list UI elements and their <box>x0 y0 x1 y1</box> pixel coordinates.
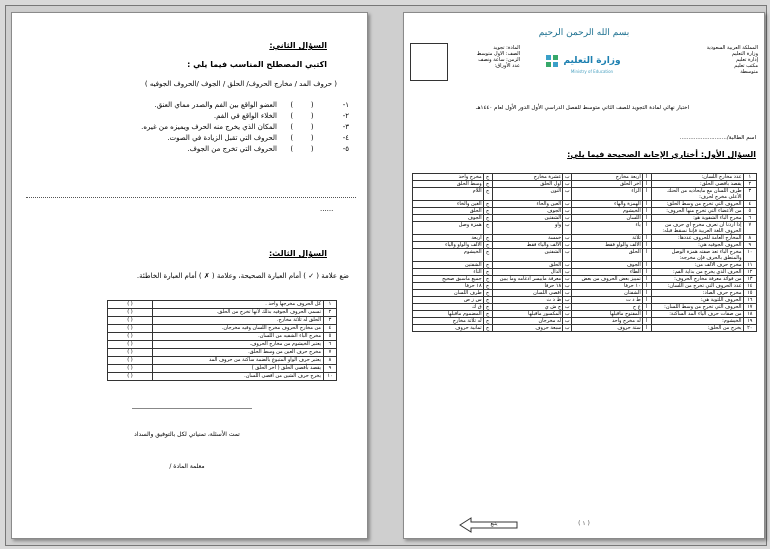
option-c[interactable]: الخيشوم <box>413 249 484 262</box>
option-a[interactable]: الهمزة والهاء <box>572 201 643 208</box>
option-a[interactable]: له مخرج واحد <box>572 318 643 325</box>
answer-blank[interactable]: ( ) <box>290 134 314 142</box>
option-b[interactable]: واو <box>492 222 563 235</box>
option-label: أ <box>642 262 651 269</box>
question-number: ١٩ <box>743 318 756 325</box>
option-a[interactable]: الخيشوم <box>572 208 643 215</box>
q1-table <box>412 173 757 332</box>
option-b[interactable]: ظ ذ ث <box>492 297 563 304</box>
option-label: أ <box>642 290 651 297</box>
logo-text: وزارة التعليم <box>563 56 621 66</box>
option-c[interactable]: اللام <box>413 188 484 201</box>
option-label: ب <box>563 242 572 249</box>
option-a[interactable]: الزاء <box>572 188 643 201</box>
option-label: ج <box>483 311 492 318</box>
question-text: مخرج حرف الألف من: <box>651 262 743 269</box>
table-row <box>413 325 757 332</box>
option-b[interactable]: عشرة مخارج <box>492 174 563 181</box>
question-text: الحروف التي تخرج من وسط الحلق: <box>651 201 743 208</box>
option-label: ب <box>563 311 572 318</box>
option-label: ج <box>483 262 492 269</box>
option-a[interactable]: ثلاثة <box>572 235 643 242</box>
table-row <box>413 235 757 242</box>
option-c[interactable]: جميع ماسبق صحيح <box>413 276 484 283</box>
question-number: ١٣ <box>743 276 756 283</box>
option-b[interactable]: أقصى اللسان <box>492 290 563 297</box>
option-label: ج <box>483 235 492 242</box>
q2-dots: ...... <box>320 205 334 213</box>
option-label: ب <box>563 262 572 269</box>
table-row: ١٠ يخرج حرف الشين من أقصى اللسان. ( ) <box>108 373 337 381</box>
option-b[interactable]: العين والحاء <box>492 201 563 208</box>
option-label: أ <box>642 249 651 262</box>
option-label: أ <box>642 235 651 242</box>
answer-cell[interactable]: ( ) <box>108 309 153 317</box>
table-row <box>413 208 757 215</box>
exam-page-1 <box>403 12 765 539</box>
option-b[interactable]: ج ش ي <box>492 304 563 311</box>
question-text: من فوائد معرفة مخارج الحروف: <box>651 276 743 283</box>
table-row <box>413 188 757 201</box>
answer-cell[interactable]: ( ) <box>108 349 153 357</box>
teacher-label: معلمة المادة / <box>169 463 205 470</box>
answer-cell[interactable]: ( ) <box>108 325 153 333</box>
question-number: ٥ <box>743 208 756 215</box>
answer-blank[interactable]: ( ) <box>290 123 314 131</box>
option-label: ج <box>483 222 492 235</box>
option-b[interactable]: الدال <box>492 269 563 276</box>
option-b[interactable]: النون <box>492 188 563 201</box>
option-label: أ <box>642 276 651 283</box>
question-text: يقصد بأقصى الحلق: <box>651 181 743 188</box>
table-row: ٢ تسمى الحروف الجوفيه بذلك لأنها تخرج من الحلق. ( ) <box>108 309 337 317</box>
answer-cell[interactable]: ( ) <box>108 333 153 341</box>
option-a[interactable]: ستة حروف <box>572 325 643 332</box>
question-text: مخرج حرف الصاد: <box>651 290 743 297</box>
table-row: ٤ من مخارج الحروف مخرج اللسان وفيه مخرجان. ( ) <box>108 325 337 333</box>
document-viewer <box>5 5 767 546</box>
question-number: ١٧ <box>743 304 756 311</box>
table-row <box>413 283 757 290</box>
student-name-line[interactable]: اسم الطالبة/........................... <box>679 135 756 141</box>
question-number: ١٥ <box>743 290 756 297</box>
answer-blank[interactable]: ( ) <box>290 145 314 153</box>
option-label: ج <box>483 201 492 208</box>
table-row: ٨ يعتبر حرف الواو المتبوع بالضمة ساكنة من حروف المد ( ) <box>108 357 337 365</box>
option-label: أ <box>642 325 651 332</box>
option-label: ج <box>483 188 492 201</box>
option-c[interactable]: المضموم ماقبلها <box>413 311 484 318</box>
question-text: مخرج الباء الشفوية هو: <box>651 215 743 222</box>
option-a[interactable]: تمييز بعض الحروف من بعض <box>572 276 643 283</box>
moe-logo <box>544 53 624 87</box>
option-label: أ <box>642 283 651 290</box>
option-label: ب <box>563 235 572 242</box>
table-row <box>413 181 757 188</box>
q2-item: ٢- ( ) الخلاء الواقع في الفم. <box>29 112 349 123</box>
option-label: ج <box>483 276 492 283</box>
option-c[interactable]: ق ك <box>413 304 484 311</box>
option-label: أ <box>642 269 651 276</box>
option-a[interactable]: ع ح <box>572 304 643 311</box>
option-c[interactable]: ثمانية حروف <box>413 325 484 332</box>
option-a[interactable]: ط د ت <box>572 297 643 304</box>
option-c[interactable]: همزة وصل <box>413 222 484 235</box>
option-label: ج <box>483 242 492 249</box>
q2-list <box>29 101 349 156</box>
table-row <box>413 174 757 181</box>
option-b[interactable]: أول الحلق <box>492 181 563 188</box>
option-label: ب <box>563 181 572 188</box>
answer-cell[interactable]: ( ) <box>108 373 153 381</box>
option-label: ج <box>483 215 492 222</box>
option-label: ب <box>563 269 572 276</box>
table-row <box>413 215 757 222</box>
option-label: أ <box>642 174 651 181</box>
option-b[interactable]: معرفة ماييسر ادغامه وما يبين <box>492 276 563 283</box>
question-number: ١٠ <box>743 249 756 262</box>
exam-page-2 <box>11 12 368 539</box>
option-label: أ <box>642 222 651 235</box>
option-label: ج <box>483 318 492 325</box>
option-b[interactable]: خمسة <box>492 235 563 242</box>
q2-instruction: اكتبي المصطلح المناسب فيما يلي : <box>187 60 327 69</box>
option-b[interactable]: ١٨ حرفاً <box>492 283 563 290</box>
header-left-block: المملكة العربية السعودية وزارة التعليم إدارة تعليم مكتب تعليم متوسطة <box>706 45 758 75</box>
option-label: أ <box>642 181 651 188</box>
option-label: ب <box>563 276 572 283</box>
q2-item: ١- ( ) العضو الواقع بين الفم والصدر مماي العنق. <box>29 101 349 112</box>
table-row <box>413 311 757 318</box>
option-label: ب <box>563 249 572 262</box>
option-label: أ <box>642 297 651 304</box>
answer-cell[interactable]: ( ) <box>108 301 153 309</box>
basmala: بسم الله الرحمن الرحيم <box>538 28 630 38</box>
option-label: ب <box>563 174 572 181</box>
q1-title: السؤال الأول: أختاري الإجابة الصحيحة فيما يلي: <box>567 150 756 159</box>
question-number: ٤ <box>743 201 756 208</box>
divider <box>132 408 252 409</box>
option-label: أ <box>642 242 651 249</box>
option-c[interactable]: الغين والخاء <box>413 201 484 208</box>
option-label: ج <box>483 297 492 304</box>
option-label: ب <box>563 290 572 297</box>
option-c[interactable]: وسط الحلق <box>413 181 484 188</box>
q2-title: السؤال الثاني: <box>269 41 327 50</box>
option-label: أ <box>642 318 651 325</box>
table-row: ٩ يقصد بأقصى الحلق ( آخر الحلق ) ( ) <box>108 365 337 373</box>
option-a[interactable]: الطاء <box>572 269 643 276</box>
question-text: الحرف الذي يخرج من بداية الفم: <box>651 269 743 276</box>
option-label: ج <box>483 269 492 276</box>
option-c[interactable]: طرف اللسان <box>413 290 484 297</box>
option-label: أ <box>642 215 651 222</box>
table-row <box>413 201 757 208</box>
question-text: من صفات حرف الياء المد الساكنة: <box>651 311 743 318</box>
option-label: ج <box>483 174 492 181</box>
option-a[interactable]: ١٠ حرفاً <box>572 283 643 290</box>
question-text: الحروف الجوفيه هي: <box>651 242 743 249</box>
q2-item: ٣- ( ) المكان الذي يخرج منه الحرف ويميزه من غيره. <box>29 123 349 134</box>
q2-terms: ( حروف المد / مخارج الحروف/ الحلق / الجوف /الحروف الجوفيه ) <box>144 80 337 88</box>
option-a[interactable]: ياء <box>572 222 643 235</box>
option-label: ج <box>483 304 492 311</box>
option-label: أ <box>642 208 651 215</box>
table-row: ٣ الحلق له ثلاثة مخارج. ( ) <box>108 317 337 325</box>
question-text: مخرج الباء تعد صفته همزة الوصل والمنطق بالحرف فإن مخرجه: <box>651 249 743 262</box>
answer-cell[interactable]: ( ) <box>108 341 153 349</box>
separator-dotted <box>26 196 356 198</box>
table-row <box>413 297 757 304</box>
logo-subtext: Ministry of Education <box>570 69 614 74</box>
q2-item: ٤- ( ) الحروف التي تقبل الزيادة في الصوت. <box>29 134 349 145</box>
option-b[interactable]: الجوف <box>492 208 563 215</box>
option-a[interactable]: الحلق <box>572 249 643 262</box>
option-label: ج <box>483 283 492 290</box>
question-number: ٣ <box>743 188 756 201</box>
option-c[interactable]: الحلق <box>413 208 484 215</box>
option-b[interactable]: الشفتين <box>492 249 563 262</box>
question-text: إذا أردنا أن نعرف مخرج أي حرف من الحروف اللغة العربية فإننا نسقط قبله: <box>651 222 743 235</box>
question-number: ١٤ <box>743 283 756 290</box>
table-row <box>413 242 757 249</box>
option-label: أ <box>642 311 651 318</box>
option-c[interactable]: التاء <box>413 269 484 276</box>
option-b[interactable]: الألف والياء فقط <box>492 242 563 249</box>
option-label: أ <box>642 201 651 208</box>
question-number: ٦ <box>743 215 756 222</box>
option-label: ب <box>563 283 572 290</box>
answer-cell[interactable]: ( ) <box>108 365 153 373</box>
option-label: ج <box>483 290 492 297</box>
exam-title: اختبار نهائي لمادة التجويد للصف الثاني متوسط للفصل الدراسي الأول الدور الأول لعام ١٤٤٠هـ <box>475 105 690 111</box>
q3-title: السؤال الثالث: <box>268 249 327 258</box>
option-label: ب <box>563 325 572 332</box>
question-text: الخيشوم: <box>651 318 743 325</box>
option-label: ب <box>563 215 572 222</box>
table-row <box>413 262 757 269</box>
option-label: أ <box>642 304 651 311</box>
answer-blank[interactable]: ( ) <box>290 112 314 120</box>
table-row <box>413 222 757 235</box>
table-row <box>413 276 757 283</box>
question-number: ١ <box>743 174 756 181</box>
option-label: ب <box>563 208 572 215</box>
question-number: ٧ <box>743 222 756 235</box>
option-c[interactable]: الألف والواو والياء <box>413 242 484 249</box>
option-a[interactable]: الألف والواو فقط <box>572 242 643 249</box>
answer-cell[interactable]: ( ) <box>108 317 153 325</box>
table-row: ٧ مخرج حرف العين من وسط الحلق. ( ) <box>108 349 337 357</box>
question-text: عدد الحروف التي تخرج من اللسان: <box>651 283 743 290</box>
option-a[interactable]: آخر الحلق <box>572 181 643 188</box>
page-number: ( ١ ) <box>578 520 590 527</box>
option-label: ج <box>483 208 492 215</box>
answer-cell[interactable]: ( ) <box>108 357 153 365</box>
question-text: طرف اللسان مع مايحاذيه من الحنك الأعلى مخرج لحرف: <box>651 188 743 201</box>
option-c[interactable]: أربعة <box>413 235 484 242</box>
table-row <box>413 290 757 297</box>
question-number: ١١ <box>743 262 756 269</box>
option-label: أ <box>642 188 651 201</box>
option-c[interactable]: الجوف <box>413 215 484 222</box>
option-label: ب <box>563 297 572 304</box>
option-label: ب <box>563 318 572 325</box>
question-number: ٢٠ <box>743 325 756 332</box>
q3-table <box>107 300 337 381</box>
option-c[interactable]: له ثلاثة مخارج <box>413 318 484 325</box>
question-text: المخارج العامة للحروف عددها: <box>651 235 743 242</box>
table-row <box>413 269 757 276</box>
question-number: ١٦ <box>743 297 756 304</box>
question-number: ١٢ <box>743 269 756 276</box>
option-c[interactable]: الشفتين <box>413 262 484 269</box>
table-row: ٥ مخرج الباء الشفيه من اللسان. ( ) <box>108 333 337 341</box>
option-c[interactable]: س ز ص <box>413 297 484 304</box>
option-a[interactable]: الشفتان <box>572 290 643 297</box>
option-a[interactable]: المفتوح ماقبلها <box>572 311 643 318</box>
table-row: ٦ يعتبر الخيشوم من مخارج الحروف. ( ) <box>108 341 337 349</box>
option-b[interactable]: له مخرجان <box>492 318 563 325</box>
next-page-arrow[interactable] <box>459 517 519 533</box>
question-text: من الأعضاء التي تخرج منها الحروف: <box>651 208 743 215</box>
table-row: ١ كل الحروف مخرجها واحد . ( ) <box>108 301 337 309</box>
table-row <box>413 304 757 311</box>
end-text: تمت الأسئلة، تمنياتي لكل بالتوفيق والسداد <box>134 431 240 438</box>
arrow-label: يتبع <box>490 521 498 527</box>
question-number: ١٨ <box>743 311 756 318</box>
option-a[interactable]: الجوف <box>572 262 643 269</box>
grade-box <box>410 43 448 81</box>
option-a[interactable]: اللسان <box>572 215 643 222</box>
table-row <box>413 318 757 325</box>
answer-blank[interactable]: ( ) <box>290 101 314 109</box>
option-c[interactable]: ١٨ حرفاً <box>413 283 484 290</box>
option-b[interactable]: سبعة حروف <box>492 325 563 332</box>
option-label: ج <box>483 181 492 188</box>
option-c[interactable]: مخرج واحد <box>413 174 484 181</box>
option-b[interactable]: الشفتين <box>492 215 563 222</box>
option-label: ب <box>563 304 572 311</box>
header-info-block: المادة: تجويد الصف: الاول متوسط الزمن: ساعة ونصف عدد الأوراق: <box>476 45 520 69</box>
option-label: ج <box>483 325 492 332</box>
question-text: عدد مخارج اللسان: <box>651 174 743 181</box>
option-label: ب <box>563 188 572 201</box>
option-label: ب <box>563 201 572 208</box>
question-number: ٢ <box>743 181 756 188</box>
option-b[interactable]: الحلق <box>492 262 563 269</box>
question-text: يخرج من الحلق: <box>651 325 743 332</box>
option-label: ج <box>483 249 492 262</box>
question-number: ٩ <box>743 242 756 249</box>
question-text: الحروف اللثوية هي: <box>651 297 743 304</box>
option-label: ب <box>563 222 572 235</box>
option-b[interactable]: المكسور ماقبلها <box>492 311 563 318</box>
option-a[interactable]: أربعة مخارج <box>572 174 643 181</box>
q3-instruction: ضع علامة ( ✓ ) أمام العبارة الصحيحة، وعلامة ( ✗ ) أمام العبارة الخاطئة. <box>136 272 349 280</box>
table-row <box>413 249 757 262</box>
question-text: الحروف التي تخرج من وسط اللسان: <box>651 304 743 311</box>
q2-item: ٥- ( ) الحروف التي تخرج من الجوف. <box>29 145 349 156</box>
question-number: ٨ <box>743 235 756 242</box>
